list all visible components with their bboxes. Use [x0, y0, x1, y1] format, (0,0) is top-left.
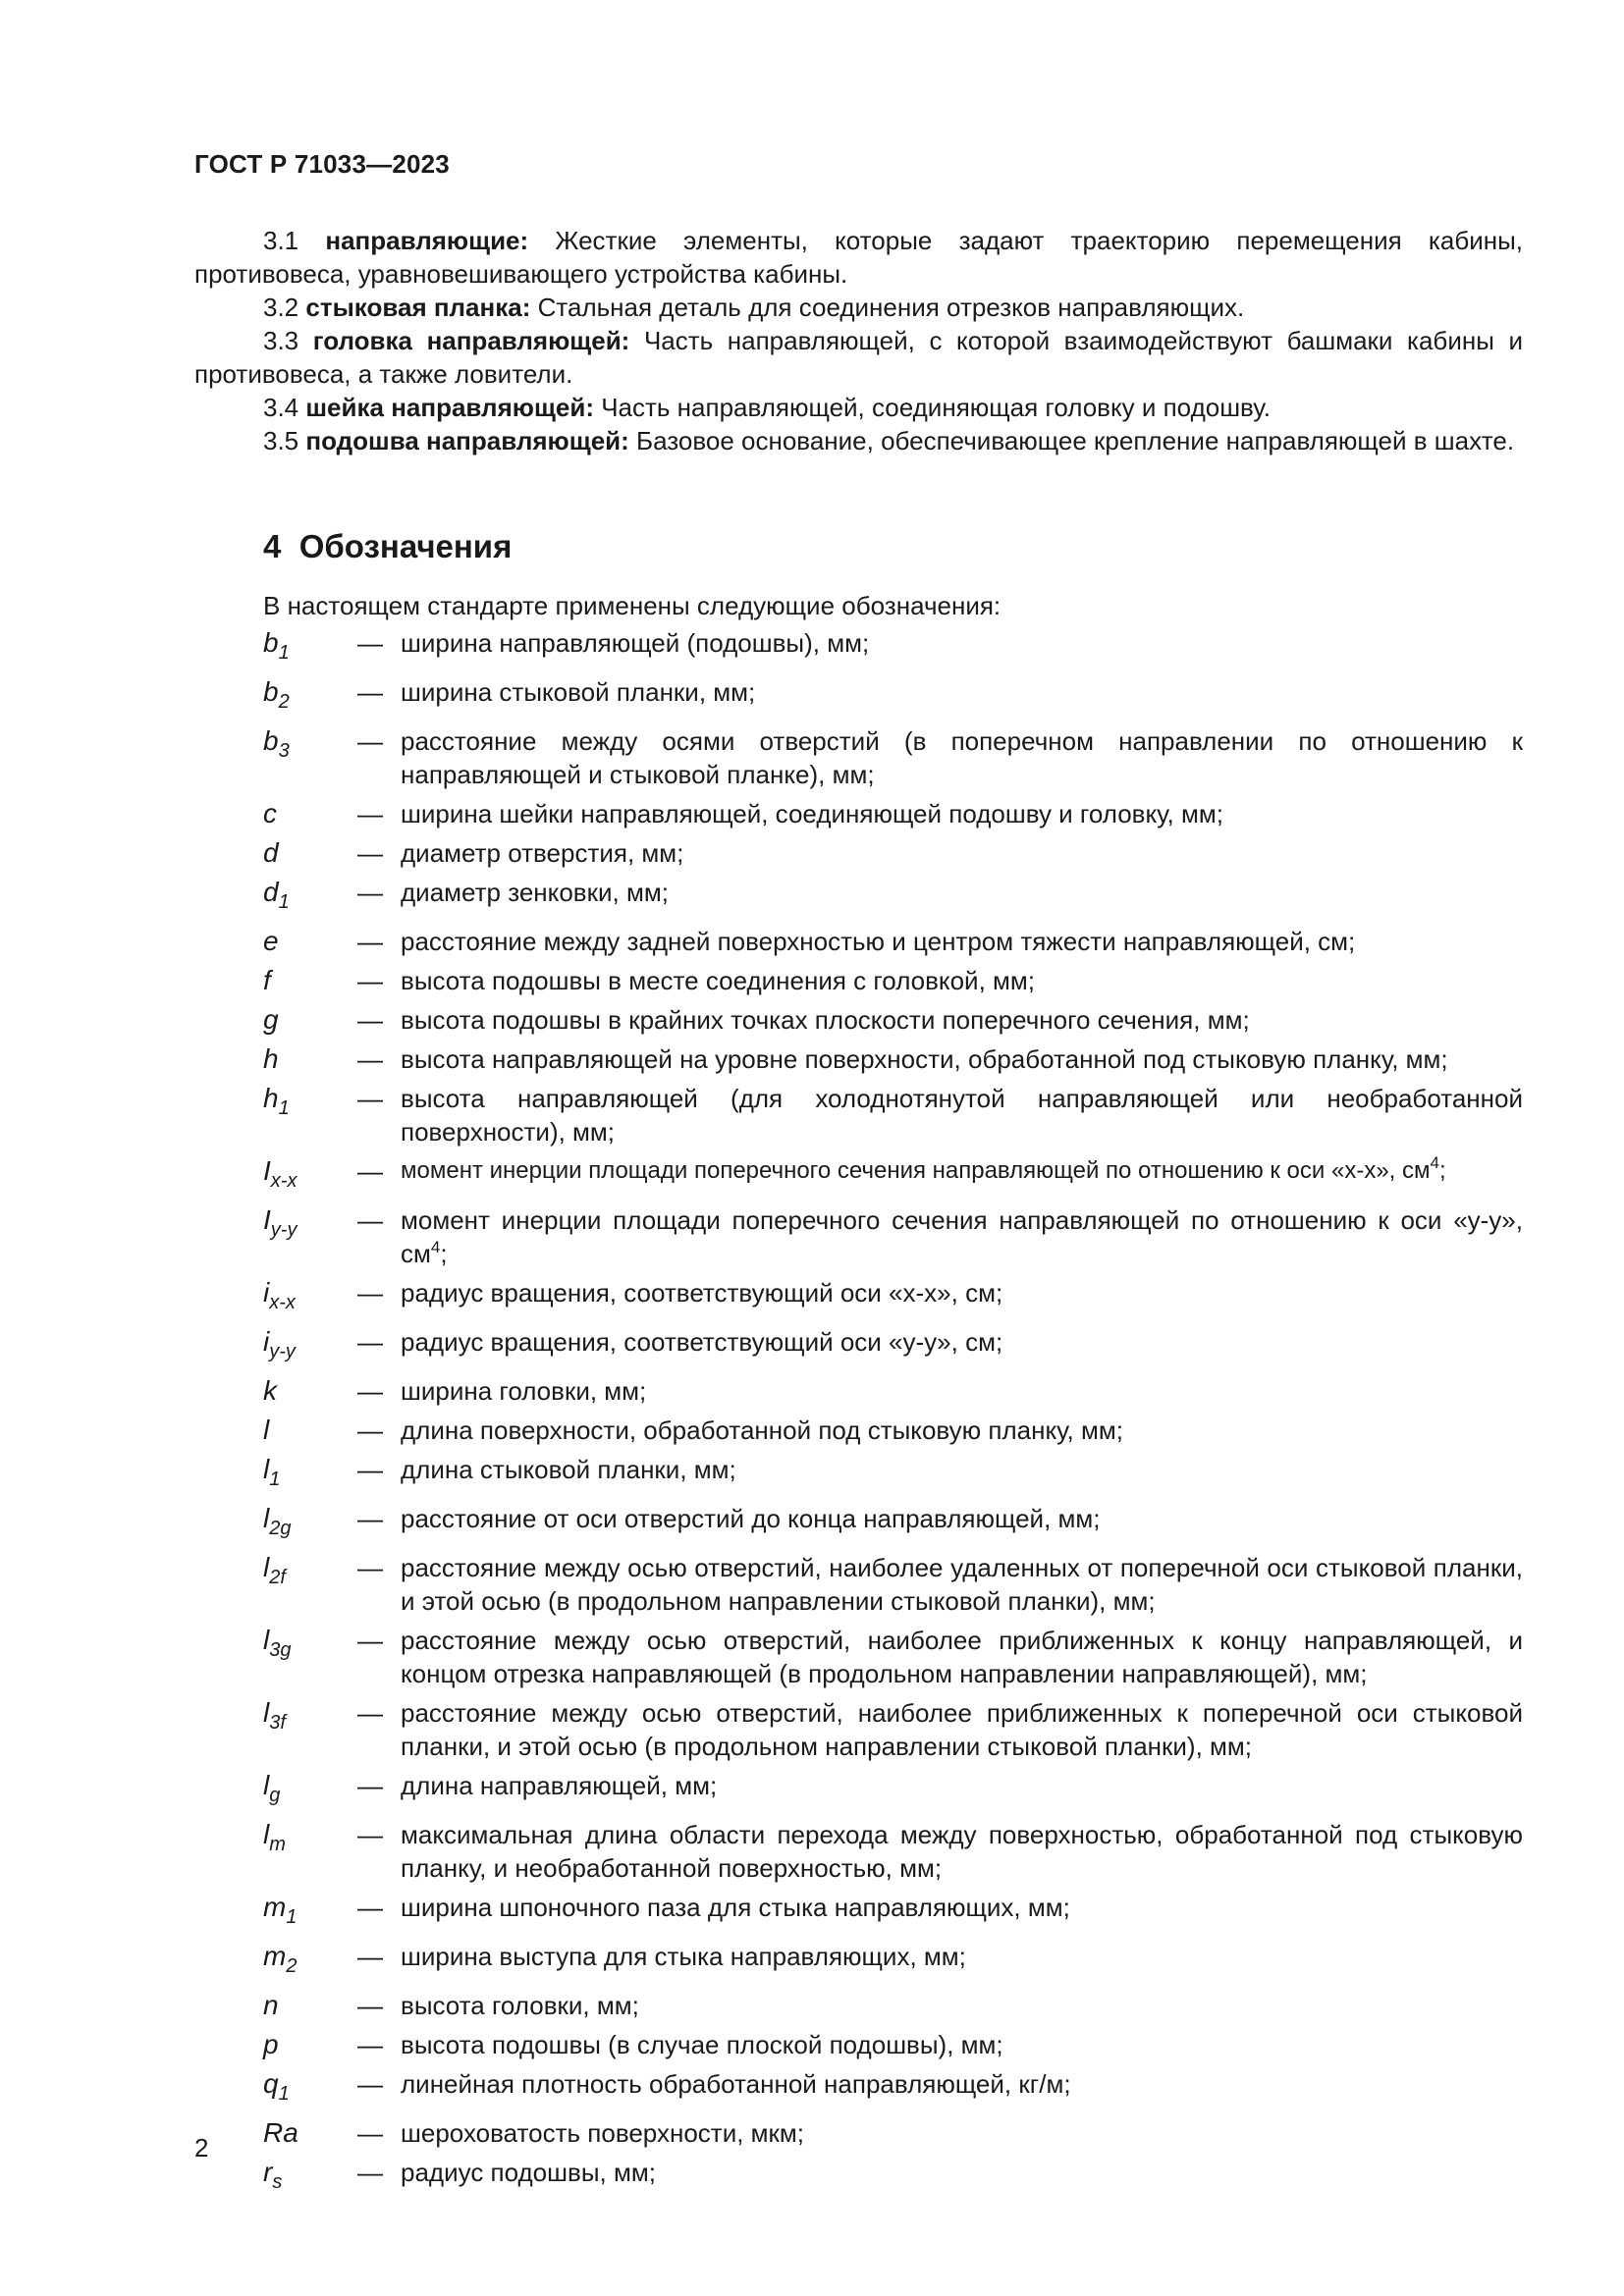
symbol-row [263, 1203, 1523, 1270]
symbol-description: ширина шейки направляющей, соединяющей подошву и головку, мм; [401, 799, 1223, 828]
em-dash: — [357, 838, 383, 868]
symbol-base: b [263, 627, 279, 658]
symbol-notation [263, 1276, 357, 1319]
symbol-subscript: 3f [269, 1712, 286, 1734]
symbol-notation [263, 876, 357, 919]
symbol-subscript: g [269, 1785, 281, 1806]
em-dash: — [357, 878, 383, 907]
em-dash: — [357, 628, 383, 658]
symbol-notation [263, 1414, 357, 1447]
em-dash: — [357, 726, 383, 756]
symbol-description: длина поверхности, обработанной под стыковую планку, мм; [401, 1415, 1123, 1445]
symbol-row [263, 2116, 1523, 2150]
em-dash: — [357, 2030, 383, 2059]
superscript: 4 [1430, 1153, 1439, 1172]
em-dash: — [357, 1893, 383, 1922]
symbol-base: d [263, 837, 279, 868]
em-dash: — [357, 1376, 383, 1406]
symbol-base: b [263, 725, 279, 756]
symbol-row [263, 2156, 1523, 2199]
symbol-base: b [263, 676, 279, 707]
symbol-notation [263, 675, 357, 719]
symbol-row [263, 1891, 1523, 1934]
symbols-list [263, 626, 1523, 2205]
symbol-base: l [263, 1552, 270, 1582]
symbol-notation [263, 1891, 357, 1934]
symbol-notation [263, 964, 357, 997]
symbol-subscript: 1 [278, 642, 290, 664]
symbol-subscript: x-x [270, 1170, 298, 1192]
symbol-description: диаметр отверстия, мм; [401, 838, 684, 868]
symbol-row [263, 1082, 1523, 1148]
symbol-description: радиус вращения, соответствующий оси «y-y», см; [401, 1327, 1003, 1357]
section-heading [263, 528, 512, 565]
em-dash: — [357, 1084, 383, 1113]
symbol-base: l [263, 1697, 270, 1728]
symbol-notation [263, 2156, 357, 2199]
symbol-row [263, 1154, 1523, 1198]
symbol-description: момент инерции площади поперечного сечения направляющей по отношению к оси «y-y», $см^4$; [401, 1205, 1523, 1268]
symbol-base: l [263, 1625, 270, 1655]
em-dash: — [357, 927, 383, 956]
symbol-description: высота подошвы в крайних точках плоскости поперечного сечения, мм; [401, 1005, 1250, 1035]
symbol-notation [263, 2116, 357, 2150]
symbol-description: расстояние между осями отверстий (в поперечном направлении по отношению к направляющей и стыковой планке), мм; [401, 726, 1523, 789]
em-dash: — [357, 1942, 383, 1971]
symbol-base: i [263, 1277, 270, 1308]
symbol-base: h [263, 1043, 279, 1074]
symbol-description: расстояние между осью отверстий, наиболее удаленных от поперечной оси стыковой планки, и этой осью (в продольном направлении стыковой планки), мм; [401, 1553, 1523, 1616]
symbol-subscript: m [269, 1834, 286, 1855]
symbol-row [263, 1769, 1523, 1812]
definition-term: шейка направляющей: [305, 393, 594, 422]
symbol-description: высота подошвы (в случае плоской подошвы), мм; [401, 2030, 1003, 2059]
em-dash: — [357, 1553, 383, 1582]
definition-text: Стальная деталь для соединения отрезков направляющих. [537, 293, 1245, 322]
section-intro: В настоящем стандарте применены следующие обозначения: [263, 591, 1001, 620]
symbol-subscript: 1 [278, 2083, 290, 2105]
symbol-description: расстояние между осью отверстий, наиболее приближенных к поперечной оси стыковой планки, и этой осью (в продольном направлении стыковой планки), мм; [401, 1698, 1523, 1761]
em-dash: — [357, 1626, 383, 1655]
symbol-base: c [263, 798, 277, 828]
symbol-base: n [263, 1990, 279, 2020]
symbol-notation [263, 2067, 357, 2110]
definition-term: стыковая планка: [305, 293, 531, 322]
symbol-notation [263, 1502, 357, 1545]
symbol-notation [263, 1082, 357, 1148]
symbol-row [263, 1325, 1523, 1368]
symbol-notation [263, 1624, 357, 1690]
symbol-base: Ra [263, 2117, 298, 2148]
symbol-notation [263, 626, 357, 669]
em-dash: — [357, 1044, 383, 1074]
symbol-subscript: x-x [269, 1292, 296, 1313]
symbol-row [263, 1276, 1523, 1319]
symbol-row [263, 925, 1523, 958]
symbol-subscript: 1 [278, 891, 290, 913]
symbol-base: l [263, 1770, 270, 1800]
symbol-row [263, 1453, 1523, 1496]
symbol-base: I [263, 1204, 271, 1235]
em-dash: — [357, 1455, 383, 1484]
page-number: 2 [194, 2133, 209, 2163]
definition-number: 3.3 [263, 326, 299, 355]
symbol-base: i [263, 1326, 270, 1357]
symbol-row [263, 626, 1523, 669]
em-dash: — [357, 966, 383, 995]
symbol-notation [263, 1374, 357, 1408]
symbol-row [263, 964, 1523, 997]
symbol-description: радиус вращения, соответствующий оси «x-x», см; [401, 1278, 1003, 1308]
definition-text: Базовое основание, обеспечивающее крепление направляющей в шахте. [636, 426, 1515, 455]
symbol-row [263, 1696, 1523, 1763]
em-dash: — [357, 2118, 383, 2148]
symbol-subscript: 2f [269, 1567, 286, 1588]
symbol-notation [263, 1003, 357, 1037]
em-dash: — [357, 1327, 383, 1357]
symbol-description: шероховатость поверхности, мкм; [401, 2118, 805, 2148]
symbol-notation [263, 1769, 357, 1812]
symbol-subscript: 3g [269, 1639, 292, 1661]
symbol-notation [263, 1042, 357, 1076]
symbol-row [263, 675, 1523, 719]
definition-term: направляющие: [325, 226, 529, 255]
em-dash: — [357, 1698, 383, 1728]
symbol-row [263, 1042, 1523, 1076]
symbol-description: длина направляющей, мм; [401, 1771, 718, 1800]
symbol-subscript: 2 [278, 691, 290, 713]
symbol-description: высота направляющей (для холоднотянутой направляющей или необработанной поверхности), мм; [401, 1084, 1523, 1147]
symbol-notation [263, 1453, 357, 1496]
symbol-base: g [263, 1004, 279, 1035]
symbol-base: e [263, 926, 279, 956]
definition-term: головка направляющей: [312, 326, 630, 355]
symbol-row [263, 2067, 1523, 2110]
definition-number: 3.4 [263, 393, 299, 422]
symbol-row [263, 1940, 1523, 1983]
symbol-subscript: 3 [278, 740, 290, 762]
symbol-row [263, 836, 1523, 870]
symbol-base: f [263, 965, 271, 995]
symbol-notation [263, 1940, 357, 1983]
symbol-description: ширина стыковой планки, мм; [401, 677, 756, 707]
symbol-notation [263, 925, 357, 958]
symbol-base: l [263, 1415, 270, 1445]
symbol-description: ширина шпоночного паза для стыка направляющих, мм; [401, 1893, 1070, 1922]
definition-item [194, 424, 1523, 457]
em-dash: — [357, 1156, 383, 1186]
definition-number: 3.1 [263, 226, 299, 255]
symbol-base: p [263, 2029, 279, 2059]
symbol-subscript: 2 [286, 1955, 298, 1977]
symbol-description: расстояние между задней поверхностью и центром тяжести направляющей, см; [401, 927, 1356, 956]
definition-item [194, 324, 1523, 391]
symbol-base: r [263, 2157, 273, 2187]
symbol-base: m [263, 1892, 287, 1922]
symbol-description: ширина направляющей (подошвы), мм; [401, 628, 870, 658]
definition-number: 3.5 [263, 426, 299, 455]
em-dash: — [357, 799, 383, 828]
symbol-base: l [263, 1454, 270, 1484]
symbol-notation [263, 2028, 357, 2061]
symbol-row [263, 1818, 1523, 1885]
symbol-notation [263, 1989, 357, 2022]
symbol-base: q [263, 2068, 279, 2099]
symbol-notation [263, 1818, 357, 1885]
symbol-subscript: 1 [269, 1468, 281, 1490]
em-dash: — [357, 1005, 383, 1035]
symbol-notation [263, 724, 357, 791]
symbol-description: ширина выступа для стыка направляющих, мм; [401, 1942, 966, 1971]
superscript: 4 [430, 1238, 441, 1256]
symbol-row [263, 724, 1523, 791]
symbol-base: k [263, 1375, 277, 1406]
symbol-base: l [263, 1819, 270, 1849]
definition-text: Часть направляющей, с которой взаимодействуют башмаки кабины и противовеса, а также ловители. [194, 326, 1523, 389]
em-dash: — [357, 1771, 383, 1800]
symbol-description: ширина головки, мм; [401, 1376, 647, 1406]
symbol-notation [263, 836, 357, 870]
symbol-base: l [263, 1503, 270, 1533]
symbol-notation [263, 1154, 357, 1198]
symbol-description: момент инерции площади поперечного сечения направляющей по отношению к оси «x-x», $см^4$; [401, 1153, 1446, 1184]
symbol-description: линейная плотность обработанной направляющей, кг/м; [401, 2069, 1071, 2099]
symbol-row [263, 1551, 1523, 1618]
symbol-subscript: y-y [270, 1219, 298, 1241]
definition-item [194, 224, 1523, 291]
symbol-notation [263, 1696, 357, 1763]
em-dash: — [357, 2069, 383, 2099]
symbol-subscript: y-y [269, 1341, 296, 1362]
symbol-subscript: 1 [278, 1097, 290, 1119]
symbol-description: максимальная длина области перехода между поверхностью, обработанной под стыковую планку, и необработанной поверхностью, мм; [401, 1820, 1523, 1883]
definition-term: подошва направляющей: [305, 426, 629, 455]
symbol-row [263, 876, 1523, 919]
symbol-notation [263, 1325, 357, 1368]
symbol-row [263, 1502, 1523, 1545]
definition-text: Часть направляющей, соединяющая головку и подошву. [601, 393, 1271, 422]
symbol-row [263, 797, 1523, 830]
symbol-notation [263, 1551, 357, 1618]
em-dash: — [357, 2158, 383, 2187]
symbol-row [263, 1003, 1523, 1037]
section-title: Обозначения [298, 528, 513, 564]
symbol-description: высота направляющей на уровне поверхности, обработанной под стыковую планку, мм; [401, 1044, 1448, 1074]
symbol-description: расстояние от оси отверстий до конца направляющей, мм; [401, 1504, 1101, 1533]
definitions-list [194, 224, 1523, 457]
symbol-subscript: 2g [269, 1518, 292, 1539]
definition-text: Жесткие элементы, которые задают траекторию перемещения кабины, противовеса, уравновешивающего устройства кабины. [194, 226, 1523, 289]
em-dash: — [357, 1504, 383, 1533]
symbol-base: h [263, 1083, 279, 1113]
definition-number: 3.2 [263, 293, 299, 322]
section-number: 4 [263, 528, 282, 564]
symbol-description: радиус подошвы, мм; [401, 2158, 656, 2187]
symbol-subscript: 1 [286, 1906, 298, 1928]
em-dash: — [357, 1820, 383, 1849]
symbol-base: d [263, 877, 279, 907]
symbol-base: m [263, 1941, 287, 1971]
symbol-row [263, 2028, 1523, 2061]
symbol-row [263, 1989, 1523, 2022]
em-dash: — [357, 1991, 383, 2020]
symbol-row [263, 1624, 1523, 1690]
em-dash: — [357, 677, 383, 707]
definition-item [194, 391, 1523, 424]
em-dash: — [357, 1205, 383, 1235]
em-dash: — [357, 1278, 383, 1308]
symbol-subscript: s [272, 2171, 283, 2193]
symbol-row [263, 1374, 1523, 1408]
symbol-row [263, 1414, 1523, 1447]
definition-item [194, 291, 1523, 324]
symbol-description: диаметр зенковки, мм; [401, 878, 669, 907]
symbol-description: высота подошвы в месте соединения с головкой, мм; [401, 966, 1036, 995]
em-dash: — [357, 1415, 383, 1445]
symbol-base: I [263, 1155, 271, 1186]
symbol-notation [263, 797, 357, 830]
symbol-notation [263, 1203, 357, 1270]
symbol-description: длина стыковой планки, мм; [401, 1455, 736, 1484]
symbol-description: расстояние между осью отверстий, наиболее приближенных к концу направляющей, и концом отрезка направляющей (в продольном направлении направляющей), мм; [401, 1626, 1523, 1688]
document-header: ГОСТ Р 71033—2023 [194, 149, 450, 179]
symbol-description: высота головки, мм; [401, 1991, 639, 2020]
